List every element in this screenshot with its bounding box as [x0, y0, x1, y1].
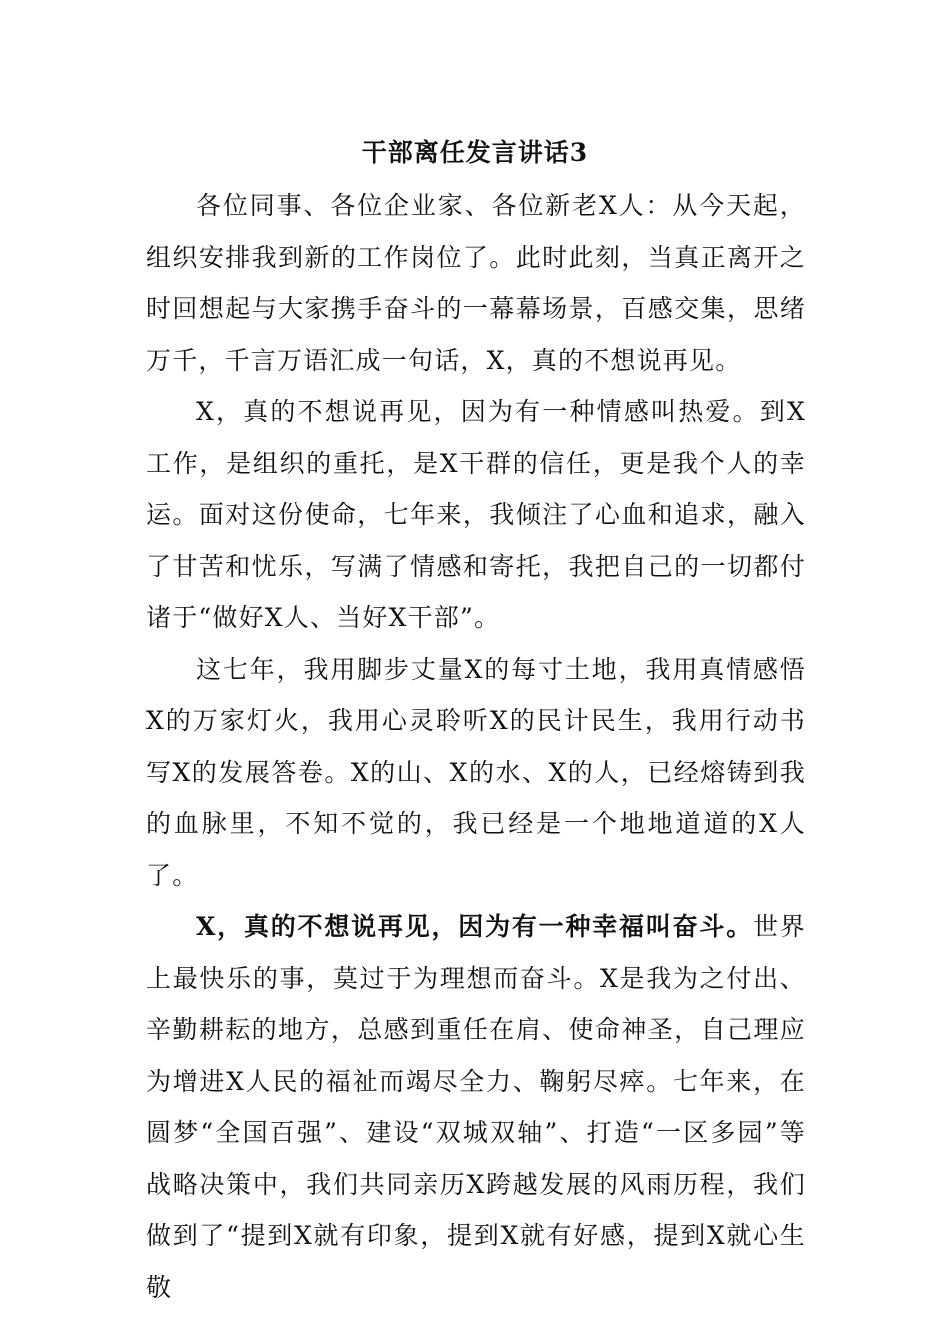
- paragraph-3: [146, 644, 806, 902]
- paragraph-4-text: 世界上最快乐的事，莫过于为理想而奋斗。X是我为之付出、辛勤耕耘的地方，总感到重任在肩、使命神圣，自己理应为增进X人民的福祉而竭尽全力、鞠躬尽瘁。七年来，在圆梦“全国百强”、建设“双城双轴”、打造“一区多园”等战略决策中，我们共同亲历X跨越发展的风雨历程，我们做到了“提到X就有印象，提到X就有好感，提到X就心生敬: [146, 912, 806, 1302]
- paragraph-1-text: 各位同事、各位企业家、各位新老X人：从今天起，组织安排我到新的工作岗位了。此时此刻，当真正离开之时回想起与大家携手奋斗的一幕幕场景，百感交集，思绪万千，千言万语汇成一句话，X，真的不想说再见。: [146, 191, 806, 375]
- document-body: [146, 180, 806, 1313]
- paragraph-3-text: 这七年，我用脚步丈量X的每寸土地，我用真情感悟X的万家灯火，我用心灵聆听X的民计民生，我用行动书写X的发展答卷。X的山、X的水、X的人，已经熔铸到我的血脉里，不知不觉的，我已经是一个地地道道的X人了。: [146, 654, 806, 890]
- paragraph-2: [146, 386, 806, 644]
- paragraph-2-text: X，真的不想说再见，因为有一种情感叫热爱。到X工作，是组织的重托，是X干群的信任，更是我个人的幸运。面对这份使命，七年来，我倾注了心血和追求，融入了甘苦和忧乐，写满了情感和寄托，我把自己的一切都付诸于“做好X人、当好X干部”。: [146, 397, 806, 632]
- paragraph-4-lead: X，真的不想说再见，因为有一种幸福叫奋斗。: [196, 912, 753, 941]
- paragraph-1: [146, 180, 806, 386]
- document-title: 干部离任发言讲话3: [361, 138, 589, 167]
- paragraph-4: [146, 901, 806, 1313]
